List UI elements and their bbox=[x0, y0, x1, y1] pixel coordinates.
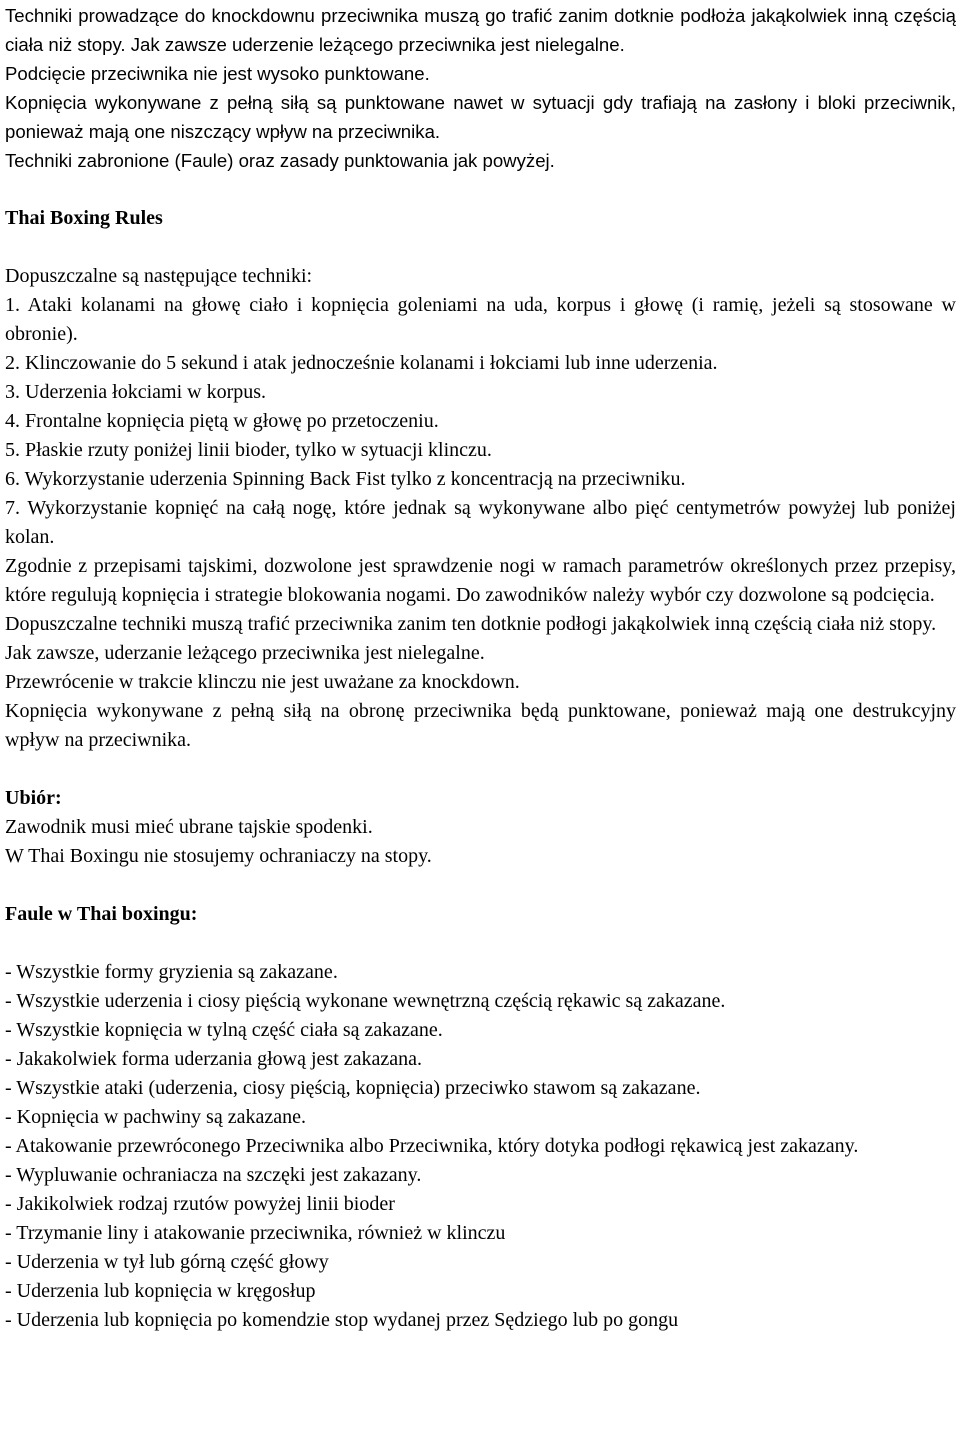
spacer bbox=[5, 755, 956, 784]
spacer bbox=[5, 233, 956, 262]
outfit-line: W Thai Boxingu nie stosujemy ochraniaczy na stopy. bbox=[5, 845, 432, 867]
intro-paragraph: Podcięcie przeciwnika nie jest wysoko punktowane. bbox=[5, 63, 430, 84]
foul-item: - Wypluwanie ochraniacza na szczęki jest zakazany. bbox=[5, 1164, 422, 1186]
rules-paragraph: Kopnięcia wykonywane z pełną siłą na obronę przeciwnika będą punktowane, ponieważ mają one destrukcyjny wpływ na przeciwnika. bbox=[5, 700, 956, 751]
foul-item: - Wszystkie ataki (uderzenia, ciosy pięścią, kopnięcia) przeciwko stawom są zakazane. bbox=[5, 1077, 701, 1099]
rules-paragraph: Dopuszczalne techniki muszą trafić przeciwnika zanim ten dotknie podłogi jakąkolwiek inną częścią ciała niż stopy. bbox=[5, 613, 937, 635]
allowed-techniques-title: Dopuszczalne są następujące techniki: bbox=[5, 265, 313, 287]
foul-item: - Wszystkie kopnięcia w tylną część ciała są zakazane. bbox=[5, 1019, 443, 1041]
fouls-list bbox=[5, 958, 956, 1335]
foul-item: - Atakowanie przewróconego Przeciwnika albo Przeciwnika, który dotyka podłogi rękawicą jest zakazany. bbox=[5, 1135, 859, 1157]
list-item: 4. Frontalne kopnięcia piętą w głowę po przetoczeniu. bbox=[5, 410, 439, 432]
outfit-heading: Ubiór: bbox=[5, 787, 62, 809]
rules-paragraph: Zgodnie z przepisami tajskimi, dozwolone jest sprawdzenie nogi w ramach parametrów określonych przez przepisy, które regulują kopnięcia i strategie blokowania nogami. Do zawodników należy wybór czy dozwolone są podcięcia. bbox=[5, 555, 956, 606]
spacer bbox=[5, 929, 956, 958]
list-item: 6. Wykorzystanie uderzenia Spinning Back Fist tylko z koncentracją na przeciwniku. bbox=[5, 468, 686, 490]
spacer bbox=[5, 175, 956, 204]
intro-paragraph: Kopnięcia wykonywane z pełną siłą są punktowane nawet w sytuacji gdy trafiają na zasłony i bloki przeciwnik, ponieważ mają one niszczący wpływ na przeciwnika. bbox=[5, 92, 956, 142]
document-page bbox=[5, 0, 956, 1335]
foul-item: - Jakakolwiek forma uderzania głową jest zakazana. bbox=[5, 1048, 423, 1070]
rules-paragraph: Przewrócenie w trakcie klinczu nie jest uważane za knockdown. bbox=[5, 671, 520, 693]
spacer bbox=[5, 871, 956, 900]
foul-item: - Wszystkie formy gryzienia są zakazane. bbox=[5, 961, 338, 983]
list-item: 7. Wykorzystanie kopnięć na całą nogę, które jednak są wykonywane albo pięć centymetrów powyżej lub poniżej kolan. bbox=[5, 497, 956, 548]
fouls-heading: Faule w Thai boxingu: bbox=[5, 903, 198, 925]
foul-item: - Uderzenia lub kopnięcia po komendzie stop wydanej przez Sędziego lub po gongu bbox=[5, 1309, 679, 1331]
list-item: 5. Płaskie rzuty poniżej linii bioder, tylko w sytuacji klinczu. bbox=[5, 439, 492, 461]
list-item: 3. Uderzenia łokciami w korpus. bbox=[5, 381, 267, 403]
intro-paragraph: Techniki prowadzące do knockdownu przeciwnika muszą go trafić zanim dotknie podłoża jakąkolwiek inną częścią ciała niż stopy. Jak zawsze uderzenie leżącego przeciwnika jest nielegalne. bbox=[5, 5, 956, 55]
list-item: 1. Ataki kolanami na głowę ciało i kopnięcia goleniami na uda, korpus i głowę (i ramię, jeżeli są stosowane w obronie). bbox=[5, 294, 956, 345]
list-item: 2. Klinczowanie do 5 sekund i atak jednocześnie kolanami i łokciami lub inne uderzenia. bbox=[5, 352, 718, 374]
foul-item: - Jakikolwiek rodzaj rzutów powyżej linii bioder bbox=[5, 1193, 395, 1215]
rules-paragraph: Jak zawsze, uderzanie leżącego przeciwnika jest nielegalne. bbox=[5, 642, 485, 664]
outfit-line: Zawodnik musi mieć ubrane tajskie spodenki. bbox=[5, 816, 373, 838]
allowed-techniques-list bbox=[5, 291, 956, 552]
foul-item: - Wszystkie uderzenia i ciosy pięścią wykonane wewnętrzną częścią rękawic są zakazane. bbox=[5, 990, 726, 1012]
intro-paragraph: Techniki zabronione (Faule) oraz zasady punktowania jak powyżej. bbox=[5, 150, 555, 171]
intro-section bbox=[5, 0, 956, 175]
foul-item: - Kopnięcia w pachwiny są zakazane. bbox=[5, 1106, 306, 1128]
foul-item: - Uderzenia w tył lub górną część głowy bbox=[5, 1251, 329, 1273]
foul-item: - Uderzenia lub kopnięcia w kręgosłup bbox=[5, 1280, 316, 1302]
thai-rules-heading: Thai Boxing Rules bbox=[5, 207, 163, 229]
foul-item: - Trzymanie liny i atakowanie przeciwnika, również w klinczu bbox=[5, 1222, 506, 1244]
thai-rules-paragraphs bbox=[5, 552, 956, 755]
